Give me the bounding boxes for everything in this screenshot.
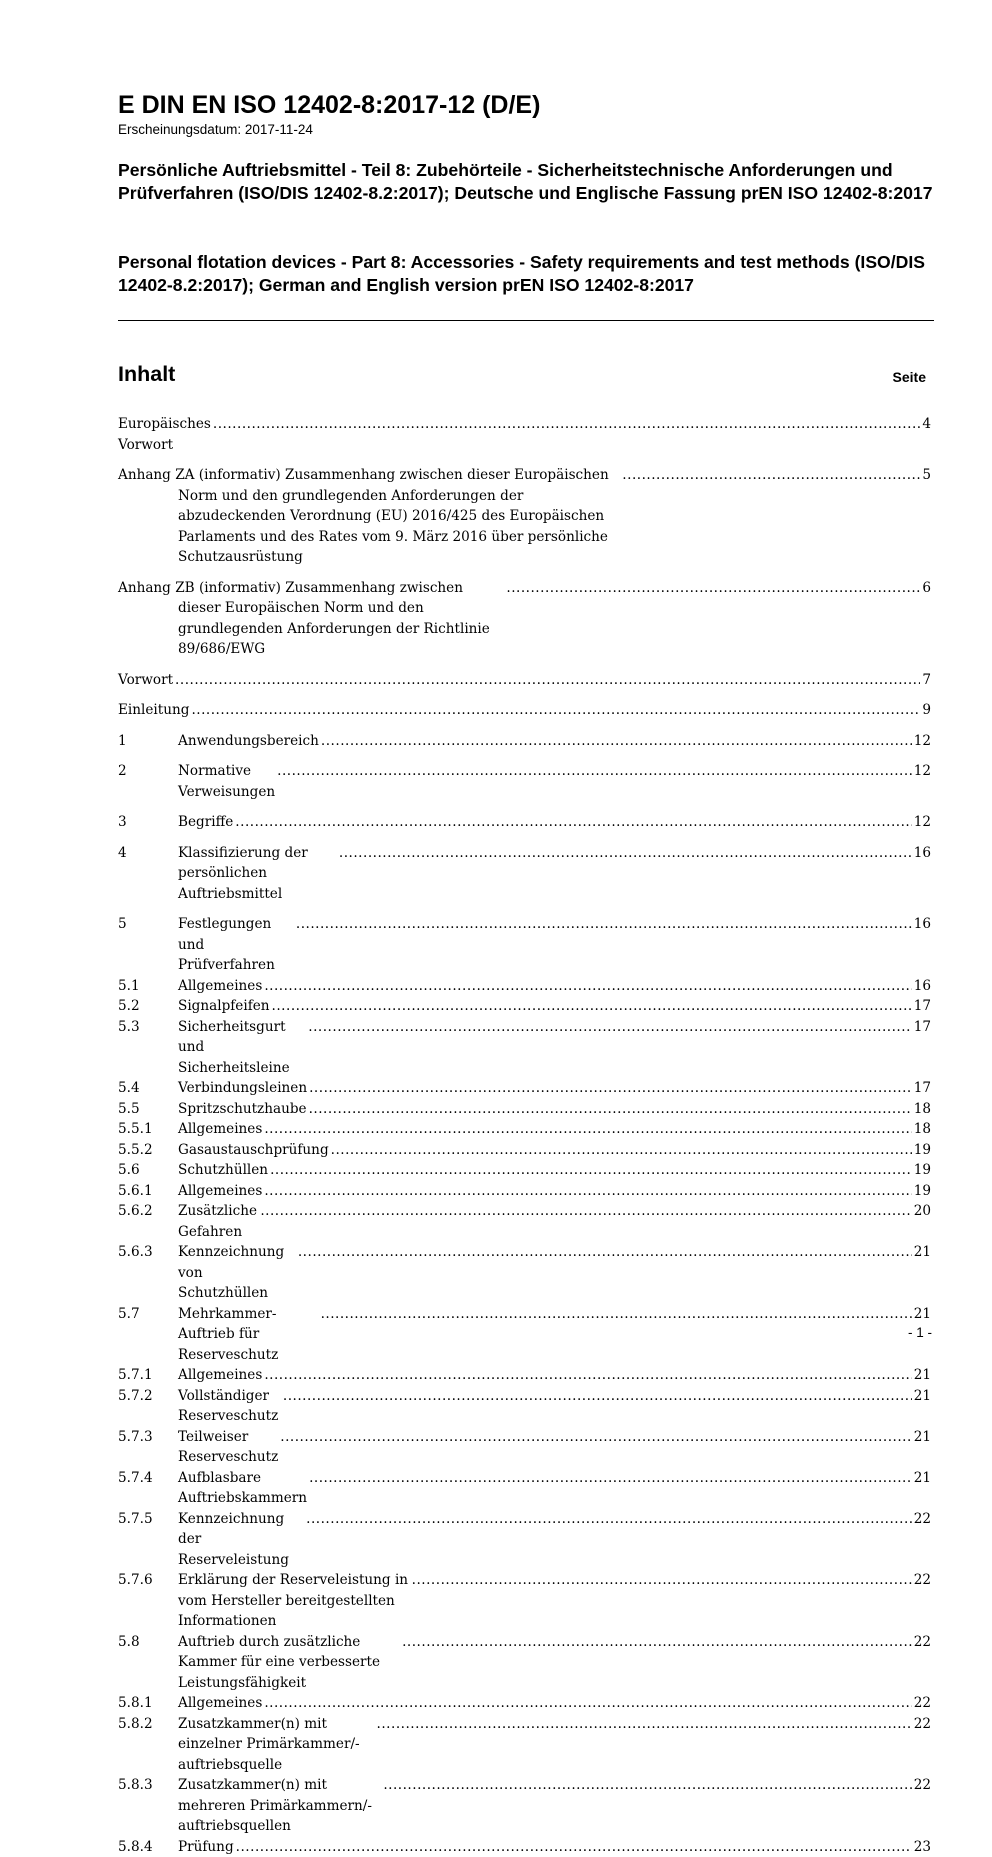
toc-entry[interactable] [118,1386,931,1427]
toc-entry-number: 5.6.2 [118,1201,178,1222]
toc-entry-number: 5 [118,914,178,935]
toc-entry-number: 5.7.2 [118,1386,178,1407]
toc-entry-label: Spritzschutzhaube [178,1099,307,1120]
toc-leader-dots [175,670,920,691]
toc-entry-label: Vollständiger Reserveschutz [178,1386,281,1427]
toc-entry[interactable] [118,1570,931,1632]
toc-leader-dots [270,1160,912,1181]
toc-entry-page: 17 [914,1017,931,1038]
toc-entry-number: 5.5.2 [118,1140,178,1161]
toc-entry-number: 4 [118,843,178,864]
toc-entry-page: 18 [914,1099,931,1120]
toc-entry-number: 5.7.6 [118,1570,178,1591]
toc-leader-dots [306,1509,912,1530]
toc-leader-dots [383,1775,911,1796]
toc-leader-dots [412,1570,912,1591]
toc-entry-label: Schutzhüllen [178,1160,268,1181]
toc-entry[interactable] [118,1181,931,1202]
toc-entry-page: 23 [914,1837,931,1857]
toc-entry-page: 12 [914,761,931,782]
toc-leader-dots [309,1099,912,1120]
toc-entry[interactable] [118,1693,931,1714]
toc-entry[interactable] [118,700,931,721]
toc-entry-label: Aufblasbare Auftriebskammern [178,1468,307,1509]
toc-entry-number: 2 [118,761,178,782]
toc-leader-dots [308,1017,911,1038]
toc-entry-label: Allgemeines [178,1119,262,1140]
toc-entry-page: 12 [914,731,931,752]
toc-leader-dots [264,1181,911,1202]
toc-entry-label: Normative Verweisungen [178,761,275,802]
toc-entry[interactable] [118,914,931,976]
toc-entry-label: Vorwort [118,670,173,691]
toc-entry-number: 5.7 [118,1304,178,1325]
toc-entry-page: 5 [922,465,931,486]
toc-entry[interactable] [118,1632,931,1694]
toc-entry[interactable] [118,812,931,833]
toc-entry-label: Einleitung [118,700,189,721]
toc-entry-label: Teilweiser Reserveschutz [178,1427,278,1468]
toc-leader-dots [280,1427,911,1448]
toc-leader-dots [213,414,920,435]
toc-entry-page: 12 [914,812,931,833]
toc-entry[interactable] [118,1714,931,1776]
toc-entry-number: 5.7.1 [118,1365,178,1386]
toc-entry-label: Klassifizierung der persönlichen Auftriebsmittel [178,843,337,905]
toc-entry-page: 16 [914,914,931,935]
toc-entry-label: Allgemeines [178,1181,262,1202]
toc-entry-page: 21 [914,1468,931,1489]
toc-entry-page: 21 [914,1365,931,1386]
toc-entry-page: 22 [914,1693,931,1714]
toc-leader-dots [402,1632,912,1653]
toc-entry-label: Allgemeines [178,976,262,997]
toc-entry[interactable] [118,1078,931,1099]
toc-entry-label: Prüfung [178,1837,234,1857]
toc-entry-number: 5.8 [118,1632,178,1653]
toc-leader-dots [321,1304,912,1325]
toc-entry-page: 19 [914,1160,931,1181]
toc-leader-dots [236,1837,912,1857]
toc-entry-number: 3 [118,812,178,833]
toc-entry-label: Zusatzkammer(n) mit mehreren Primärkammern/-auftriebsquellen [178,1775,381,1837]
toc-entry[interactable] [118,1509,931,1571]
toc-entry-label: Anwendungsbereich [178,731,319,752]
toc-entry-page: 21 [914,1386,931,1407]
page-number: - 1 - [880,1324,932,1342]
toc-entry-number: 5.6.1 [118,1181,178,1202]
toc-entry-number: 5.8.3 [118,1775,178,1796]
toc-entry-page: 22 [914,1509,931,1530]
toc-entry-label: Auftrieb durch zusätzliche Kammer für eine verbesserte Leistungsfähigkeit [178,1632,400,1694]
toc-leader-dots [309,1078,912,1099]
toc-entry-label: Verbindungsleinen [178,1078,307,1099]
toc-entry-label: Anhang ZB (informativ) Zusammenhang zwischen dieser Europäischen Norm und den grundlegenden Anforderungen der Richtlinie 89/686/EWG [178,578,504,660]
table-of-contents [118,414,931,1857]
toc-entry-page: 19 [914,1140,931,1161]
toc-leader-dots [298,1242,912,1263]
toc-leader-dots [339,843,912,864]
toc-leader-dots [377,1714,912,1735]
toc-leader-dots [296,914,912,935]
toc-entry-page: 18 [914,1119,931,1140]
toc-entry[interactable] [118,731,931,752]
header-divider [118,320,934,321]
toc-leader-dots [622,465,920,486]
toc-leader-dots [264,1693,911,1714]
toc-entry[interactable] [118,1304,931,1366]
toc-entry[interactable] [118,1099,931,1120]
toc-entry-label: Allgemeines [178,1365,262,1386]
toc-entry-page: 21 [914,1242,931,1263]
toc-leader-dots [272,996,912,1017]
toc-leader-dots [309,1468,912,1489]
toc-entry-label: Kennzeichnung der Reserveleistung [178,1509,304,1571]
toc-entry-label: Gasaustauschprüfung [178,1140,329,1161]
toc-entry[interactable] [118,1837,931,1857]
toc-entry[interactable] [118,1119,931,1140]
toc-entry-number: 1 [118,731,178,752]
toc-entry-page: 7 [922,670,931,691]
toc-entry-label: Signalpfeifen [178,996,270,1017]
toc-entry[interactable] [118,996,931,1017]
toc-page-column-label: Seite [880,368,926,386]
toc-entry-label: Allgemeines [178,1693,262,1714]
toc-entry-page: 19 [914,1181,931,1202]
toc-entry-label: Zusätzliche Gefahren [178,1201,258,1242]
toc-entry-page: 21 [914,1304,931,1325]
toc-entry-page: 20 [914,1201,931,1222]
toc-entry-number: 5.5 [118,1099,178,1120]
toc-entry-number: 5.4 [118,1078,178,1099]
toc-entry[interactable] [118,1201,931,1242]
toc-entry-number: 5.7.3 [118,1427,178,1448]
toc-leader-dots [191,700,920,721]
toc-entry[interactable] [118,1140,931,1161]
toc-entry-page: 22 [914,1632,931,1653]
toc-leader-dots [321,731,912,752]
toc-entry-number: 5.8.4 [118,1837,178,1857]
toc-entry-page: 16 [914,843,931,864]
toc-entry[interactable] [118,1775,931,1837]
toc-entry[interactable] [118,976,931,997]
toc-entry-label: Europäisches Vorwort [118,414,211,455]
title-german: Persönliche Auftriebsmittel - Teil 8: Zubehörteile - Sicherheitstechnische Anforderungen und Prüfverfahren (ISO/DIS 12402-8.2:2017); Deutsche und Englische Fassung prEN ISO 12402-8:2017 [118,159,938,205]
toc-entry[interactable] [118,843,931,905]
toc-entry[interactable] [118,414,931,455]
toc-entry-page: 22 [914,1714,931,1735]
publication-date: Erscheinungsdatum: 2017-11-24 [118,121,313,138]
toc-entry-page: 16 [914,976,931,997]
toc-entry-page: 4 [922,414,931,435]
toc-entry-label: Festlegungen und Prüfverfahren [178,914,294,976]
title-english: Personal flotation devices - Part 8: Accessories - Safety requirements and test methods (ISO/DIS 12402-8.2:2017); German and English version prEN ISO 12402-8:2017 [118,251,938,297]
toc-entry-label: Erklärung der Reserveleistung in vom Hersteller bereitgestellten Informationen [178,1570,410,1632]
toc-entry-label: Zusatzkammer(n) mit einzelner Primärkammer/-auftriebsquelle [178,1714,375,1776]
toc-entry[interactable] [118,1365,931,1386]
toc-entry[interactable] [118,578,931,660]
toc-leader-dots [260,1201,911,1222]
toc-entry[interactable] [118,1468,931,1509]
toc-entry-number: 5.8.1 [118,1693,178,1714]
toc-entry-label: Begriffe [178,812,233,833]
toc-entry[interactable] [118,1427,931,1468]
toc-leader-dots [264,1119,911,1140]
toc-entry-number: 5.5.1 [118,1119,178,1140]
toc-entry-number: 5.7.5 [118,1509,178,1530]
toc-leader-dots [331,1140,912,1161]
toc-entry-page: 21 [914,1427,931,1448]
toc-entry[interactable] [118,1160,931,1181]
toc-entry-label: Kennzeichnung von Schutzhüllen [178,1242,296,1304]
toc-entry-number: 5.7.4 [118,1468,178,1489]
toc-entry-label: Mehrkammer-Auftrieb für Reserveschutz [178,1304,319,1366]
toc-entry-number: 5.6.3 [118,1242,178,1263]
toc-entry-page: 9 [922,700,931,721]
toc-entry-number: 5.3 [118,1017,178,1038]
toc-entry[interactable] [118,761,931,802]
toc-entry-number: 5.8.2 [118,1714,178,1735]
toc-entry[interactable] [118,670,931,691]
toc-entry-page: 6 [922,578,931,599]
toc-entry-number: 5.2 [118,996,178,1017]
toc-entry-number: 5.6 [118,1160,178,1181]
toc-entry-page: 17 [914,996,931,1017]
toc-leader-dots [264,1365,911,1386]
document-id: E DIN EN ISO 12402-8:2017-12 (D/E) [118,90,540,120]
toc-leader-dots [506,578,920,599]
toc-entry-number: 5.1 [118,976,178,997]
toc-entry[interactable] [118,465,931,568]
toc-leader-dots [277,761,912,782]
toc-entry-page: 22 [914,1775,931,1796]
toc-leader-dots [235,812,911,833]
toc-entry[interactable] [118,1017,931,1079]
toc-entry-page: 17 [914,1078,931,1099]
toc-heading: Inhalt [118,360,175,388]
toc-entry-page: 22 [914,1570,931,1591]
toc-leader-dots [264,976,911,997]
toc-entry-label: Sicherheitsgurt und Sicherheitsleine [178,1017,306,1079]
toc-entry[interactable] [118,1242,931,1304]
toc-entry-label: Anhang ZA (informativ) Zusammenhang zwischen dieser Europäischen Norm und den grundlegenden Anforderungen der abzudeckenden Verordnung (EU) 2016/425 des Europäischen Parlaments und des Rates vom 9. März 2016 über persönliche Schutzausrüstung [178,465,620,568]
